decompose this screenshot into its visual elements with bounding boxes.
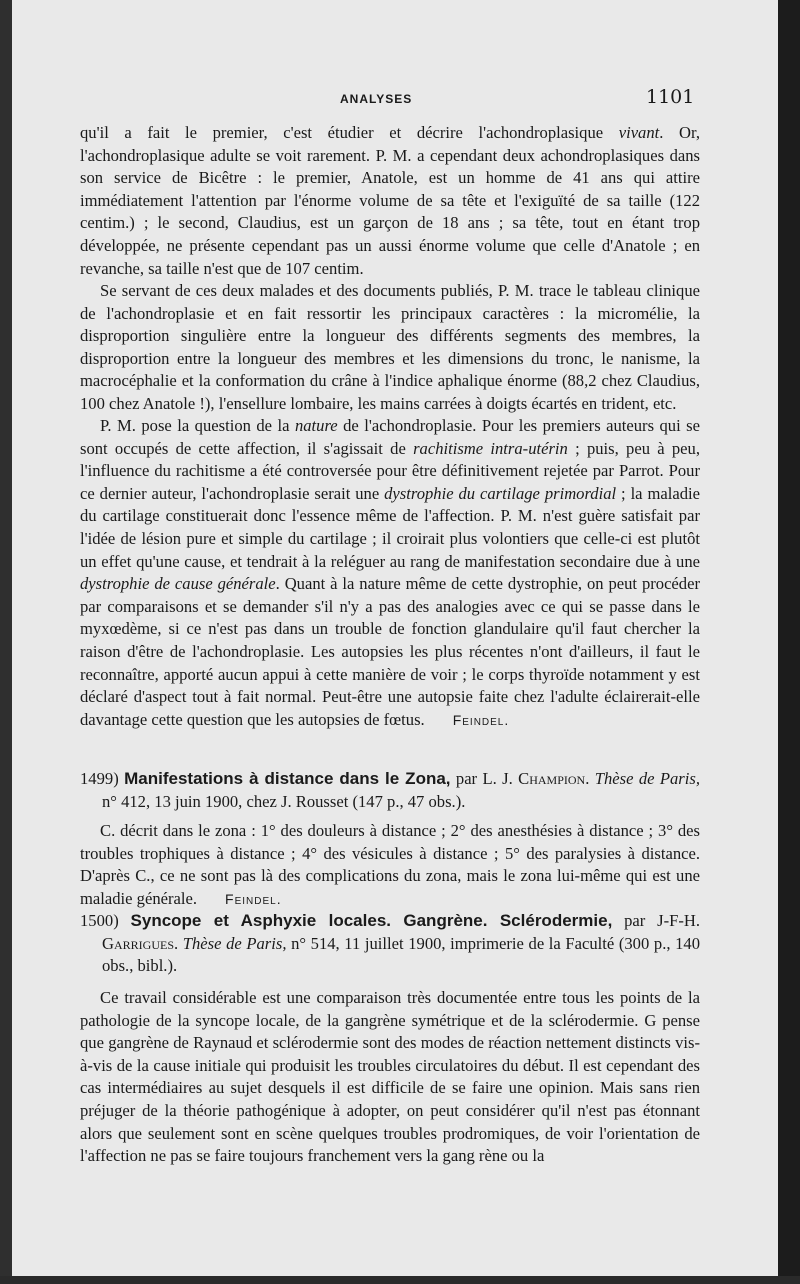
entry-author: L. J. Champion. [482, 769, 590, 788]
entry-title: Manifestations à distance dans le Zona, [124, 769, 451, 788]
entry-number: 1499) [80, 769, 119, 788]
paragraph-continuation: qu'il a fait le premier, c'est étudier et décrire l'achondroplasique vivant. Or, l'achondroplasique adulte se voit rarement. P. M. a cependant deux achondroplasiques dans son service de Bicêtre : le premier, Anatole, est un homme de 41 ans qui attire immédiatement l'attention par l'énorme volume de sa tête et l'exiguïté de sa taille (122 centim.) ; le second, Claudius, est un garçon de 18 ans ; sa tête, tout en étant trop développée, ne présente cependant pas un aussi énorme volume que celle d'Anatole ; en revanche, sa taille n'est que de 107 centim. [80, 123, 700, 278]
entry-heading-1500: 1500) Syncope et Asphyxie locales. Gangrène. Sclérodermie, par J-F-H. Garrigues. Thèse de Paris, n° 514, 11 juillet 1900, imprimerie de la Faculté (300 p., 140 obs., bibl.). [80, 911, 700, 976]
entry-author: J-F-H. Garrigues. [102, 911, 700, 953]
entry-number: 1500) [80, 911, 119, 930]
entry-body-1499: C. décrit dans le zona : 1° des douleurs à distance ; 2° des anesthésies à distance ; 3° des troubles trophiques à distance ; 4° des vésicules à distance ; 5° des paralysies à distance. D'après C., ce ne sont pas là des complications du zona, mais le zona lui-même qui est une maladie générale. Feindel. [80, 821, 700, 908]
entry-heading-1499: 1499) Manifestations à distance dans le Zona, par L. J. Champion. Thèse de Paris, n° 412, 13 juin 1900, chez J. Rousset (147 p., 47 obs.). [80, 769, 700, 811]
page-number: 1101 [646, 86, 695, 108]
paragraph-clinical-picture: Se servant de ces deux malades et des documents publiés, P. M. trace le tableau clinique de l'achondroplasie et en fait ressortir les principaux caractères : la micromélie, la disproportion singulière entre la longueur des différents segments des membres, la disproportion entre la longueur des membres et les dimensions du tronc, le nanisme, la macrocéphalie et la conformation du crâne à l'indice aphalique énorme (88,2 chez Claudius, 100 chez Anatole !), l'ensellure lombaire, les mains carrées à doigts écartés en trident, etc. [80, 281, 700, 413]
signature: Feindel. [452, 711, 510, 728]
scan-edge-left [0, 0, 12, 1284]
scan-edge-bottom [0, 1276, 800, 1284]
running-header: ANALYSES [340, 92, 413, 106]
signature: Feindel. [225, 890, 282, 907]
paragraph-nature-question: P. M. pose la question de la nature de l'achondroplasie. Pour les premiers auteurs qui se sont occupés de cette affection, il s'agissait de rachitisme intra-utérin ; puis, peu à peu, l'influence du rachitisme a été controversée pour être définitivement rejetée par Parrot. Pour ce dernier auteur, l'achondroplasie serait une dystrophie du cartilage primordial ; la maladie du cartilage constituerait donc l'essence même de l'affection. P. M. n'est guère satisfait par l'idée de lésion pure et simple du cartilage ; il croirait plus volontiers que celle-ci est plutôt un effet qu'une cause, et tendrait à la reléguer au rang de manifestation secondaire due à une dystrophie de cause générale. Quant à la nature même de cette dystrophie, on peut procéder par comparaisons et se demander s'il n'y a pas des analogies avec ce qui se passe dans le myxœdème, si ce n'est pas dans un trouble de fonction glandulaire qu'il faut chercher la raison d'être de l'achondroplasie. Les autopsies les plus récentes n'ont d'ailleurs, il faut le reconnaître, apporté aucun appui à cette manière de voir ; le corps thyroïde notamment y est déclaré d'aspect tout à fait normal. Peut-être une autopsie faite chez l'adulte éclairerait-elle davantage cette question que les autopsies de fœtus. Feindel. [80, 416, 700, 729]
entry-body-1500: Ce travail considérable est une comparaison très documentée entre tous les points de la pathologie de la syncope locale, de la gangrène symétrique et de la sclérodermie. G pense que gangrène de Raynaud et sclérodermie sont des modes de réaction nettement distincts vis-à-vis de la cause initiale qui produisit les troubles circulatoires du début. Il est cependant des cas intermédiaires au sujet desquels il est difficile de se faire une opinion. Mais sans rien préjuger de la théorie pathogénique à adopter, on peut considérer qu'il n'est pas étonnant alors que seulement sont en scène quelques troubles prodromiques, de voir l'orientation de l'affection ne pas se faire toujours franchement vers la gang rène ou la [80, 988, 700, 1166]
entry-title: Syncope et Asphyxie locales. Gangrène. Sclérodermie, [130, 911, 613, 930]
scan-edge-right [778, 0, 800, 1284]
